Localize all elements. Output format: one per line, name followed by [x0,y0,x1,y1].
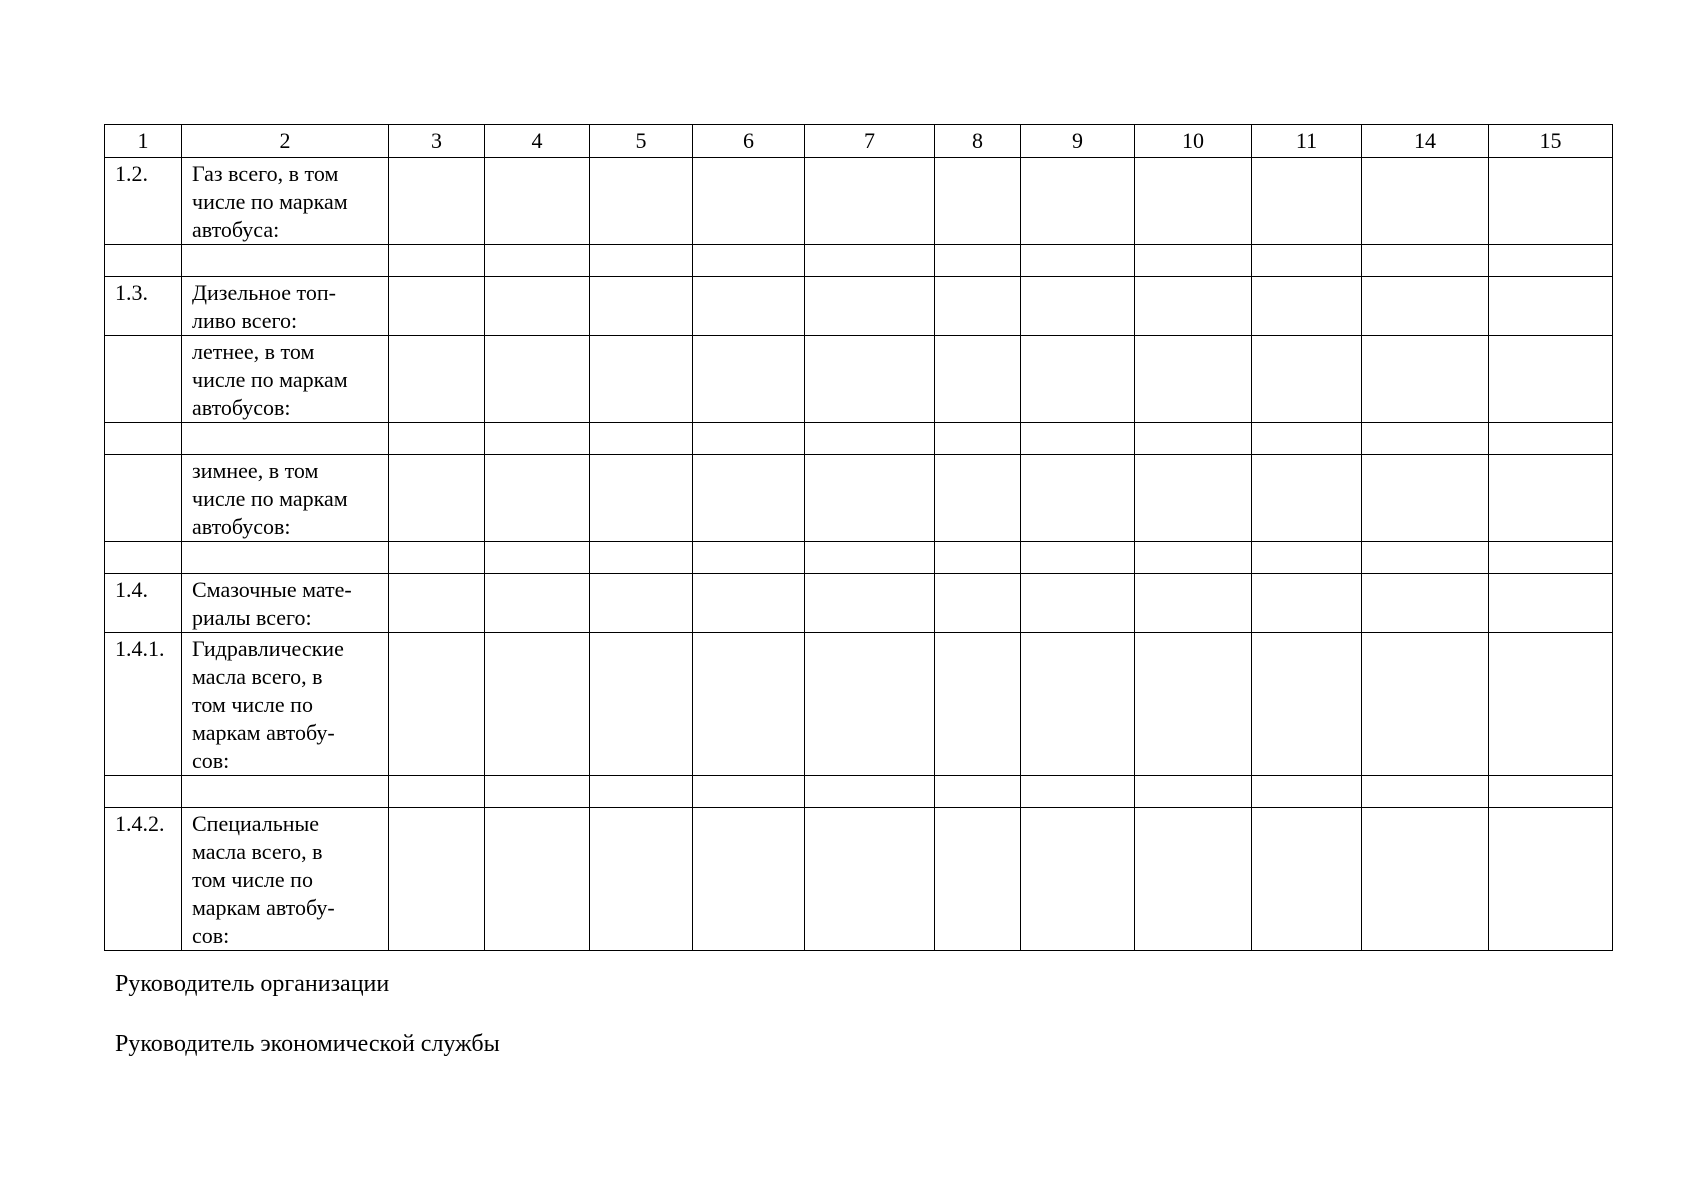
table-row [105,633,1613,776]
empty-value-cell [693,633,805,776]
empty-value-cell [805,633,935,776]
empty-value-cell [1252,633,1362,776]
empty-value-cell [935,574,1021,633]
row-number-cell: 1.4.1. [105,633,182,776]
empty-value-cell [1021,776,1135,808]
empty-value-cell [1489,277,1613,336]
table-row [105,158,1613,245]
row-number-cell [105,336,182,423]
row-name-cell: Газ всего, в том числе по маркам автобуса: [182,158,389,245]
row-name-cell: Гидравлические масла всего, в том числе по маркам автобу- сов: [182,633,389,776]
empty-value-cell [805,336,935,423]
empty-value-cell [1252,455,1362,542]
row-number-cell [105,245,182,277]
empty-value-cell [485,542,590,574]
empty-value-cell [1021,455,1135,542]
column-header: 8 [935,125,1021,158]
empty-value-cell [389,542,485,574]
empty-value-cell [1489,574,1613,633]
empty-value-cell [485,336,590,423]
empty-value-cell [1135,633,1252,776]
empty-value-cell [1135,158,1252,245]
empty-value-cell [935,776,1021,808]
empty-value-cell [1135,776,1252,808]
table-row [105,542,1613,574]
empty-value-cell [1362,808,1489,951]
empty-value-cell [693,776,805,808]
row-number-cell: 1.3. [105,277,182,336]
row-name-cell [182,423,389,455]
empty-value-cell [805,245,935,277]
empty-value-cell [590,776,693,808]
empty-value-cell [389,808,485,951]
empty-value-cell [693,336,805,423]
row-name-cell [182,542,389,574]
empty-value-cell [693,455,805,542]
empty-value-cell [1021,336,1135,423]
row-number-cell: 1.4. [105,574,182,633]
empty-value-cell [935,158,1021,245]
empty-value-cell [485,808,590,951]
empty-value-cell [1362,574,1489,633]
empty-value-cell [693,542,805,574]
empty-value-cell [590,336,693,423]
empty-value-cell [1489,158,1613,245]
empty-value-cell [1489,633,1613,776]
empty-value-cell [805,574,935,633]
empty-value-cell [590,574,693,633]
empty-value-cell [1252,808,1362,951]
empty-value-cell [693,245,805,277]
empty-value-cell [1135,808,1252,951]
empty-value-cell [935,808,1021,951]
empty-value-cell [485,277,590,336]
empty-value-cell [805,455,935,542]
empty-value-cell [1135,542,1252,574]
empty-value-cell [1021,542,1135,574]
empty-value-cell [590,423,693,455]
empty-value-cell [693,158,805,245]
empty-value-cell [1489,808,1613,951]
row-name-cell: Специальные масла всего, в том числе по маркам автобу- сов: [182,808,389,951]
empty-value-cell [590,633,693,776]
empty-value-cell [1252,158,1362,245]
empty-value-cell [805,776,935,808]
empty-value-cell [1489,245,1613,277]
table-row [105,245,1613,277]
column-header: 15 [1489,125,1613,158]
column-header: 10 [1135,125,1252,158]
empty-value-cell [389,776,485,808]
empty-value-cell [1489,423,1613,455]
table-row [105,336,1613,423]
empty-value-cell [1362,633,1489,776]
empty-value-cell [1252,574,1362,633]
empty-value-cell [485,633,590,776]
header-row [105,125,1613,158]
row-name-cell [182,776,389,808]
empty-value-cell [485,423,590,455]
empty-value-cell [1252,776,1362,808]
empty-value-cell [1135,423,1252,455]
column-header: 14 [1362,125,1489,158]
empty-value-cell [389,633,485,776]
empty-value-cell [1489,336,1613,423]
empty-value-cell [1362,336,1489,423]
empty-value-cell [935,542,1021,574]
empty-value-cell [1489,776,1613,808]
empty-value-cell [389,336,485,423]
empty-value-cell [693,574,805,633]
empty-value-cell [485,455,590,542]
row-name-cell: Дизельное топ- ливо всего: [182,277,389,336]
empty-value-cell [389,158,485,245]
row-number-cell [105,776,182,808]
column-header: 5 [590,125,693,158]
empty-value-cell [805,158,935,245]
row-name-cell: зимнее, в том числе по маркам автобусов: [182,455,389,542]
empty-value-cell [389,277,485,336]
row-name-cell [182,245,389,277]
empty-value-cell [1362,423,1489,455]
empty-value-cell [590,158,693,245]
empty-value-cell [1362,245,1489,277]
row-number-cell [105,542,182,574]
row-name-cell: Смазочные мате- риалы всего: [182,574,389,633]
empty-value-cell [1021,574,1135,633]
empty-value-cell [935,455,1021,542]
empty-value-cell [389,423,485,455]
table-row [105,423,1613,455]
empty-value-cell [590,808,693,951]
signature-econ-head: Руководитель экономической службы [115,1031,500,1057]
empty-value-cell [1021,423,1135,455]
empty-value-cell [590,245,693,277]
table-row [105,808,1613,951]
empty-value-cell [1021,245,1135,277]
empty-value-cell [1362,776,1489,808]
signature-org-head: Руководитель организации [115,971,390,997]
empty-value-cell [1135,277,1252,336]
empty-value-cell [1252,277,1362,336]
empty-value-cell [1252,245,1362,277]
empty-value-cell [1021,633,1135,776]
empty-value-cell [389,574,485,633]
empty-value-cell [693,808,805,951]
empty-value-cell [485,574,590,633]
table-row [105,455,1613,542]
empty-value-cell [1252,423,1362,455]
empty-value-cell [805,542,935,574]
empty-value-cell [590,455,693,542]
empty-value-cell [1362,542,1489,574]
empty-value-cell [805,808,935,951]
empty-value-cell [1135,574,1252,633]
empty-value-cell [1135,336,1252,423]
column-header: 1 [105,125,182,158]
empty-value-cell [693,277,805,336]
empty-value-cell [1021,158,1135,245]
empty-value-cell [1021,277,1135,336]
empty-value-cell [935,633,1021,776]
table-row [105,776,1613,808]
empty-value-cell [805,423,935,455]
empty-value-cell [1362,455,1489,542]
column-header: 9 [1021,125,1135,158]
row-number-cell: 1.4.2. [105,808,182,951]
column-header: 6 [693,125,805,158]
empty-value-cell [485,776,590,808]
empty-value-cell [935,423,1021,455]
empty-value-cell [389,245,485,277]
empty-value-cell [1489,455,1613,542]
row-number-cell: 1.2. [105,158,182,245]
empty-value-cell [693,423,805,455]
empty-value-cell [590,277,693,336]
row-number-cell [105,423,182,455]
table-row [105,277,1613,336]
empty-value-cell [1252,336,1362,423]
empty-value-cell [935,336,1021,423]
empty-value-cell [590,542,693,574]
empty-value-cell [1135,245,1252,277]
empty-value-cell [805,277,935,336]
empty-value-cell [1362,158,1489,245]
column-header: 7 [805,125,935,158]
empty-value-cell [485,245,590,277]
table-row [105,574,1613,633]
empty-value-cell [935,245,1021,277]
empty-value-cell [935,277,1021,336]
form-table [104,124,1613,951]
column-header: 2 [182,125,389,158]
empty-value-cell [1489,542,1613,574]
empty-value-cell [389,455,485,542]
empty-value-cell [1021,808,1135,951]
column-header: 4 [485,125,590,158]
column-header: 11 [1252,125,1362,158]
empty-value-cell [1362,277,1489,336]
row-name-cell: летнее, в том числе по маркам автобусов: [182,336,389,423]
empty-value-cell [1252,542,1362,574]
row-number-cell [105,455,182,542]
empty-value-cell [1135,455,1252,542]
column-header: 3 [389,125,485,158]
empty-value-cell [485,158,590,245]
